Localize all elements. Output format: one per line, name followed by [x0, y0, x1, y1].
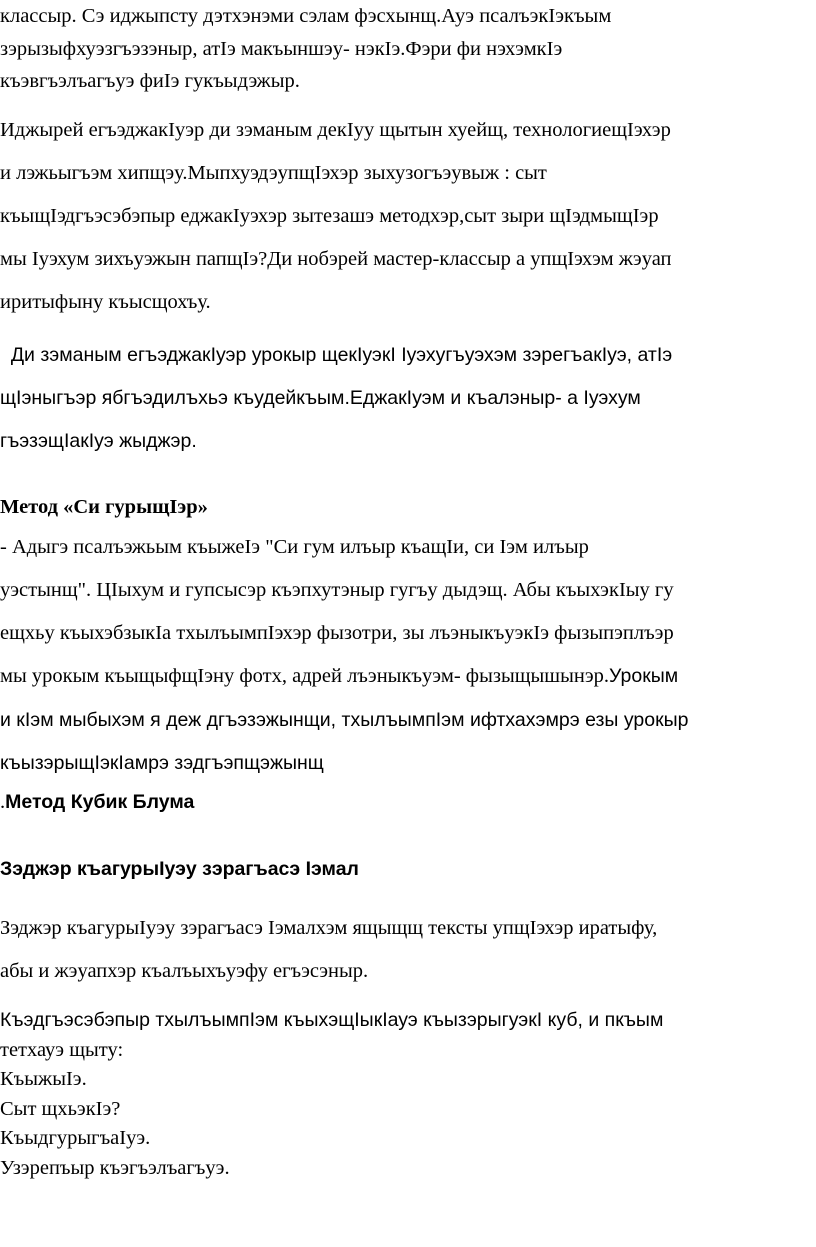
text-line: ещхьу къыхэбзыкIа тхылъымпIэхэр фызотри, зы лъэныкъуэкIэ фызыпэплъэр: [0, 622, 674, 644]
text-line: къыщIэдгъэсэбэпыр еджакIуэхэр зытезашэ методхэр,сыт зыри щIэдмыщIэр: [0, 205, 659, 227]
text-line: Зэджэр къагурыIуэу зэрагъасэ Iэмалхэм ящыщщ тексты упщIэхэр иратыфу,: [0, 917, 658, 939]
text-line: [0, 655, 816, 699]
method-heading-si-gurysher: Метод «Си гурыщIэр»: [0, 496, 208, 518]
text-fragment: Урокым: [609, 665, 679, 687]
paragraph-reading-method: [0, 907, 816, 993]
text-line: и лэжьыгъэм хипщэу.МыпхуэдэупщIэхэр зыхузогъэувыж : сыт: [0, 162, 547, 184]
text-line: Иджырей егъэджакIуэр ди зэманым декIуу щытын хуейщ, технологиещIэхэр: [0, 119, 671, 141]
text-line: мы Iуэхум зихъуэжын папщIэ?Ди нобэрей мастер-классыр а упщIэхэм жэуап: [0, 248, 672, 270]
text-line: къэвгъэлъагъуэ фиIэ гукъыдэжыр.: [0, 70, 300, 92]
text-line: классыр. Сэ иджыпсту дэтхэнэми сэлам фэсхынщ.Ауэ псалъэкIэкъым: [0, 5, 612, 27]
paragraph-greeting: [0, 0, 816, 98]
method-heading-kubik-bluma: [0, 786, 816, 820]
text-fragment: мы урокым къыщыфщIэну фотх, адрей лъэныкъуэм- фызыщышынэр.: [0, 665, 609, 687]
text-line: и кIэм мыбыхэм я деж дгъэзэжынщи, тхылъымпIэм ифтхахэмрэ езы урокыр: [0, 709, 689, 731]
heading-prefix: .: [0, 791, 6, 813]
paragraph-method-description: [0, 526, 816, 785]
paragraph-modern-teacher: [0, 109, 816, 324]
paragraph-cube-questions: [0, 1006, 816, 1183]
text-line: уэстынщ". ЦIыхум и гупсысэр къэпхутэныр гугъу дыдэщ. Абы къыхэкIыу гу: [0, 579, 674, 601]
list-item: Узэрепъыр къэгъэлъагъуэ.: [0, 1156, 230, 1179]
heading-text: Метод Кубик Блума: [5, 791, 195, 813]
list-item: КъыдгурыгъаIуэ.: [0, 1127, 151, 1149]
text-line: - Адыгэ псалъэжьым къыжеIэ "Си гум илъыр къащIи, си Iэм илъыр: [0, 536, 589, 558]
text-line: иритыфыну къысщохъу.: [0, 291, 211, 313]
text-line: абы и жэуапхэр къалъыхъуэфу егъэсэныр.: [0, 960, 369, 982]
paragraph-teacher-role: [0, 334, 816, 463]
text-line: Къэдгъэсэбэпыр тхылъымпIэм къыхэщIыкIауэ къызэрыгуэкI куб, и пкъым: [0, 1009, 664, 1031]
text-line: къызэрыщIэкIамрэ зэдгъэпщэжынщ: [0, 752, 324, 774]
text-line: щIэныгъэр ябгъэдилъхьэ къудейкъым.ЕджакIуэм и къалэныр- а Iуэхум: [0, 387, 641, 409]
text-line: Ди зэманым егъэджакIуэр урокыр щекIуэкI Iуэхугъуэхэм зэрегъакIуэ, атIэ: [0, 344, 673, 366]
text-line: зэрызыфхуэзгъэзэныр, атIэ макъыншэу- нэкIэ.Фэри фи нэхэмкIэ: [0, 37, 563, 60]
list-item: КъыжыIэ.: [0, 1068, 87, 1090]
text-line: тетхауэ щыту:: [0, 1038, 124, 1061]
section-heading-reading: Зэджэр къагурыIуэу зэрагъасэ Iэмал: [0, 858, 359, 880]
text-line: гъэзэщIакIуэ жыджэр.: [0, 430, 197, 452]
list-item: Сыт щхьэкIэ?: [0, 1097, 121, 1120]
